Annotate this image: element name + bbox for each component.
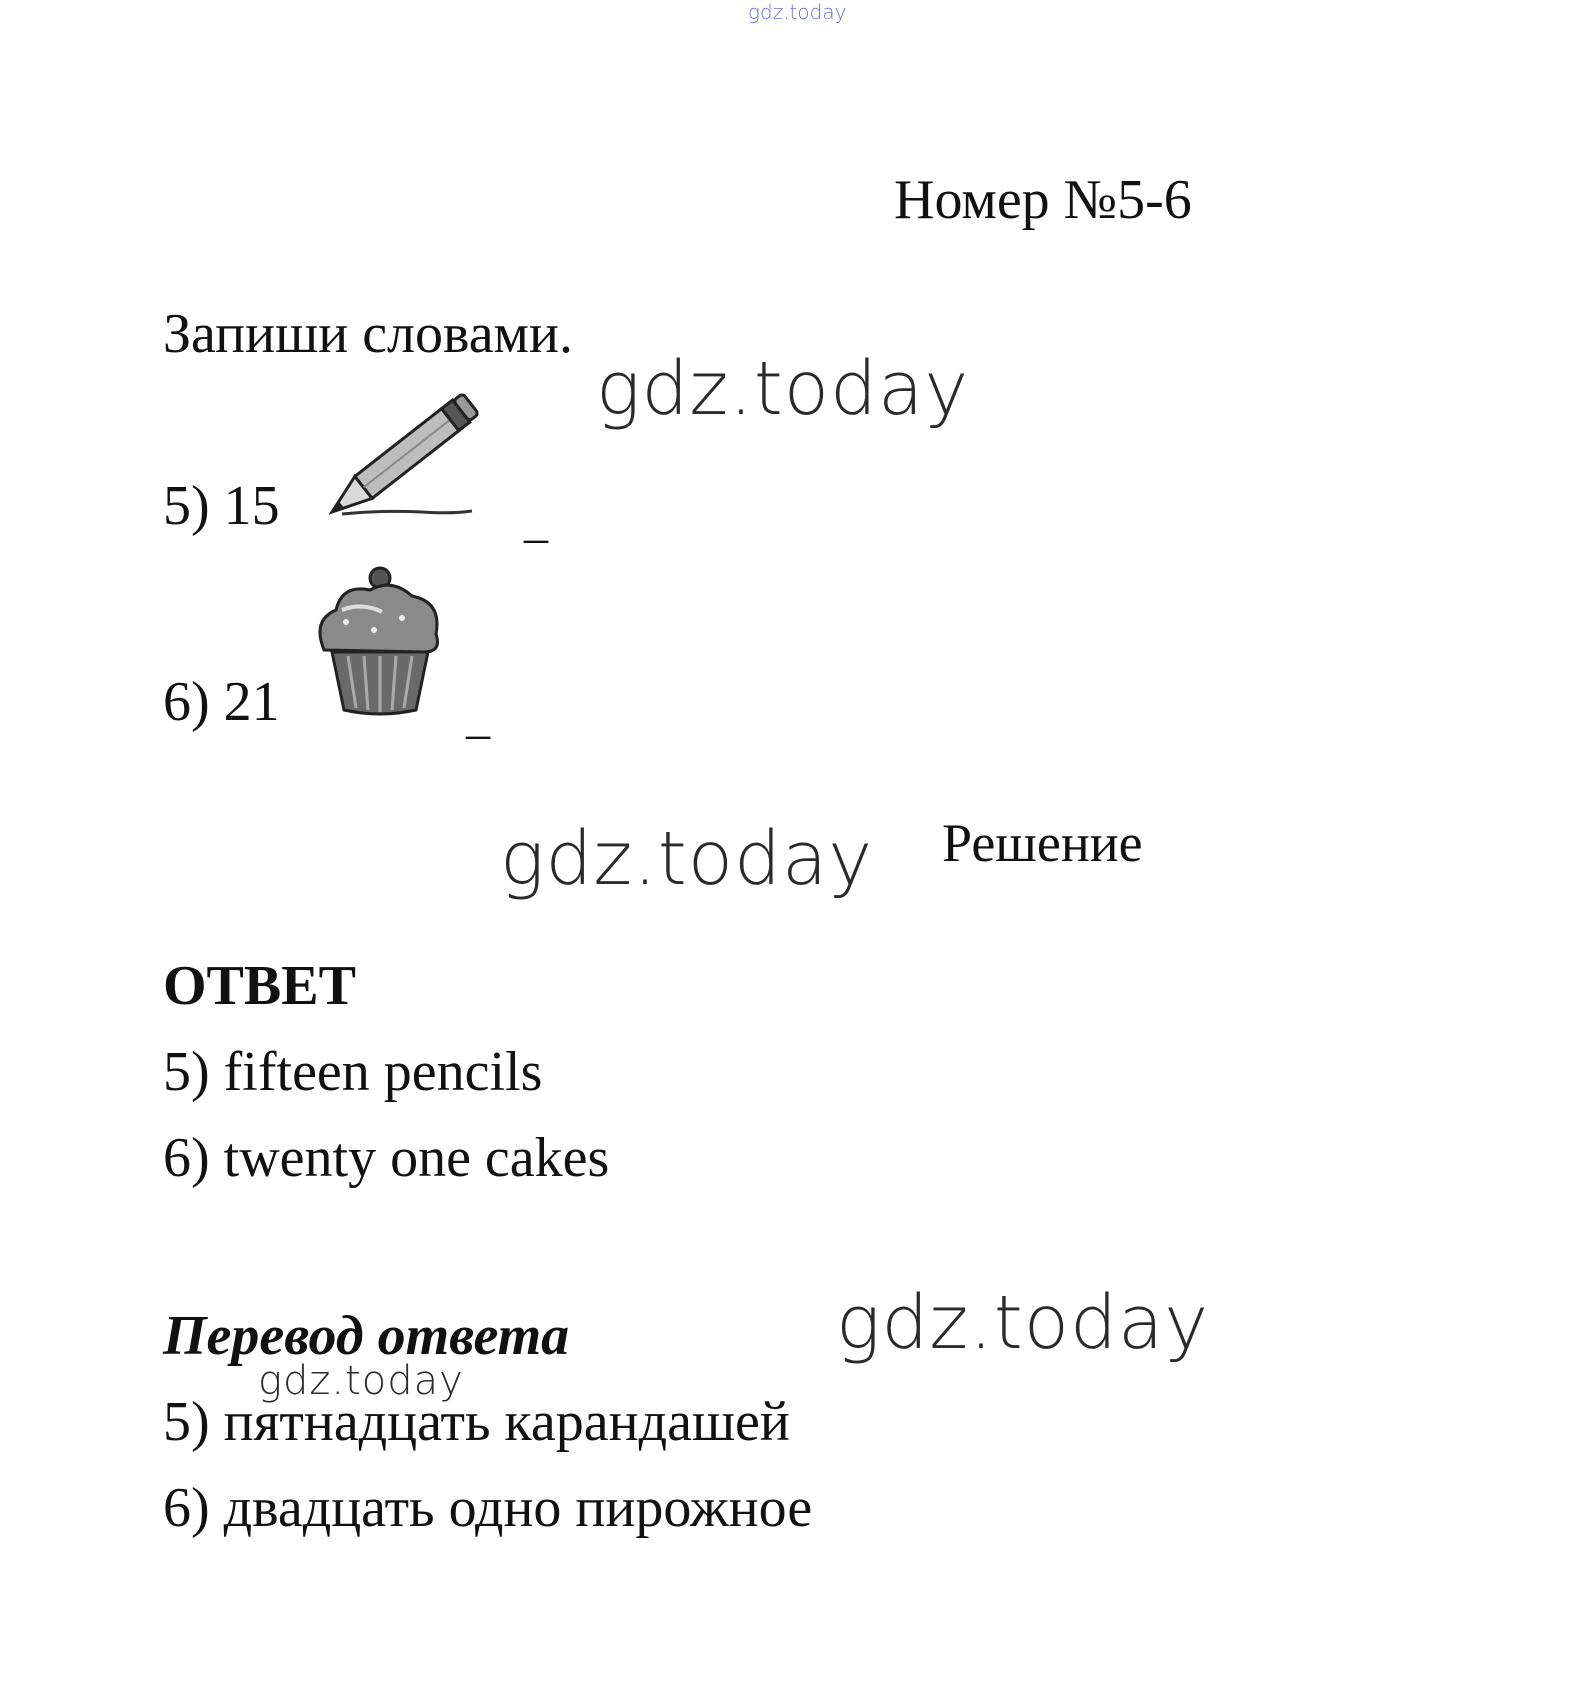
- cupcake-icon: [312, 560, 448, 720]
- page-title: Номер №5-6: [894, 169, 1192, 231]
- pencil-icon: [322, 392, 498, 522]
- watermark: gdz.today: [596, 346, 970, 432]
- watermark-top: gdz.today: [748, 0, 847, 24]
- translation-line-6: 6) двадцать одно пирожное: [163, 1477, 813, 1539]
- translation-heading: Перевод ответа: [163, 1305, 570, 1367]
- answer-heading: ОТВЕТ: [163, 955, 356, 1017]
- solution-label: Решение: [942, 813, 1143, 873]
- task-item-6-label: 6) 21: [163, 671, 280, 733]
- answer-blank: _: [524, 495, 548, 548]
- task-instruction: Запиши словами.: [163, 303, 573, 365]
- watermark: gdz.today: [258, 1358, 464, 1404]
- watermark: gdz.today: [836, 1280, 1210, 1366]
- answer-blank: _: [466, 691, 490, 744]
- task-item-5-label: 5) 15: [163, 475, 280, 537]
- watermark: gdz.today: [500, 816, 874, 902]
- translation-line-5: 5) пятнадцать карандашей: [163, 1391, 790, 1453]
- answer-line-6: 6) twenty one cakes: [163, 1127, 610, 1189]
- answer-line-5: 5) fifteen pencils: [163, 1041, 543, 1103]
